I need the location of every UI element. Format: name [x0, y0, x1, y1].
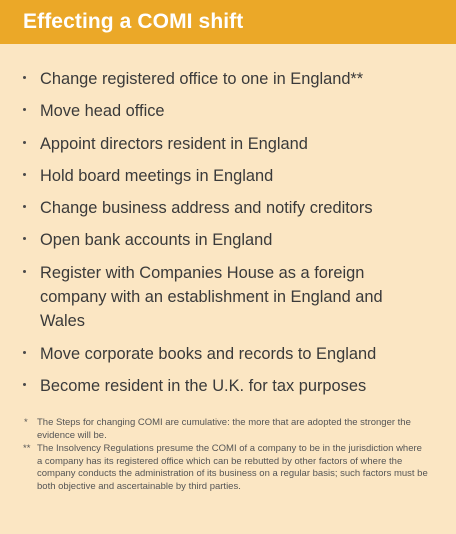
- bullet-icon: [23, 237, 26, 240]
- bullet-icon: [23, 108, 26, 111]
- card-title: Effecting a COMI shift: [23, 10, 244, 33]
- bullet-icon: [23, 173, 26, 176]
- bullet-icon: [23, 205, 26, 208]
- list-item-text: Hold board meetings in England: [40, 167, 274, 185]
- bullet-icon: [23, 270, 26, 273]
- list-item-text: Appoint directors resident in England: [40, 135, 308, 153]
- card-header: [0, 0, 456, 44]
- footnote-text: The Insolvency Regulations presume the COMI of a company to be in the jurisdiction where a company has its registered office which can be rebutted by other factors of where the company conducts the administration of its business on a regular basis; such factors must be both objective and ascertainable by third parties.: [37, 443, 428, 492]
- footnote-mark: *: [24, 417, 28, 428]
- footnote-text: The Steps for changing COMI are cumulative: the more that are adopted the stronger the evidence will be.: [37, 417, 411, 441]
- bullet-icon: [23, 141, 26, 144]
- list-item-text: Change business address and notify creditors: [40, 199, 373, 217]
- footnote-mark: **: [23, 443, 31, 454]
- list-item-text: Open bank accounts in England: [40, 231, 273, 249]
- bullet-icon: [23, 76, 26, 79]
- list-item-text: Register with Companies House as a foreign company with an establishment in England and Wales: [40, 264, 383, 330]
- list-item-text: Move head office: [40, 102, 165, 120]
- bullet-icon: [23, 383, 26, 386]
- bullet-icon: [23, 351, 26, 354]
- list-item-text: Move corporate books and records to England: [40, 345, 377, 363]
- list-item-text: Become resident in the U.K. for tax purposes: [40, 377, 367, 395]
- list-item-text: Change registered office to one in England**: [40, 70, 364, 88]
